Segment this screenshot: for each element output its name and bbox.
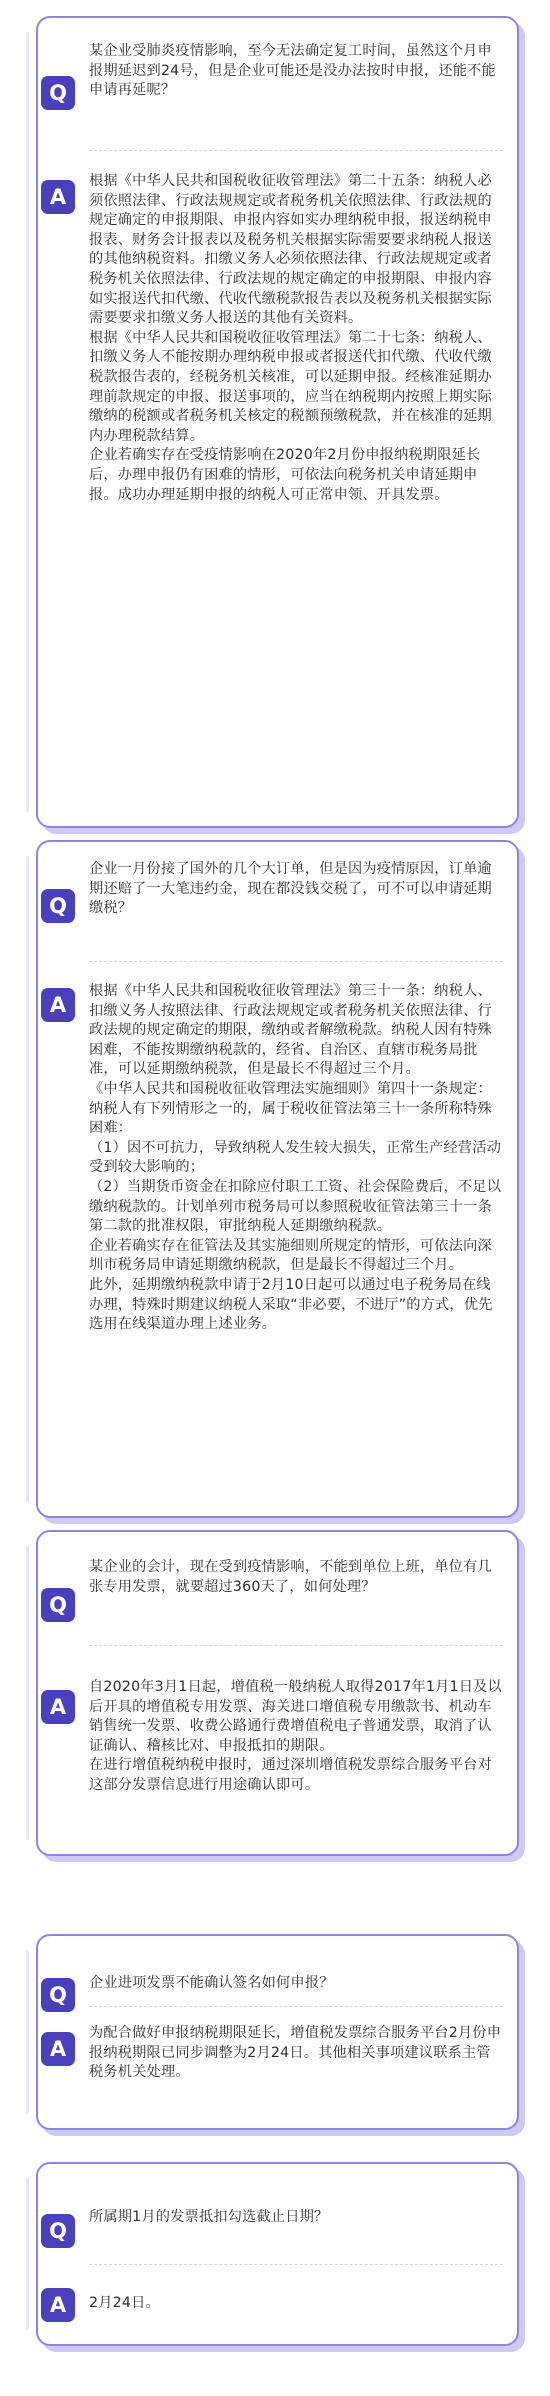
qa-card-2 (36, 840, 519, 1518)
question-text: 企业进项发票不能确认签名如何申报？ (89, 1975, 334, 1991)
answer-text: 根据《中华人民共和国税收征收管理法》第三十一条：纳税人、扣缴义务人按照法律、行政法规规定或者税务机关依照法律、行政法规的规定确定的期限，缴纳或者解缴税款。纳税人因有特殊困难，不能按期缴纳税款的，经省、自治区、直辖市税务局批准，可以延期缴纳税款，但是最长不得超过三个月。 《中华人民共和国税收征收管理法实施细则》第四十一条规定：纳税人有下列情形之一的，属于税收征管法第三十一条所称特殊困难： （1）因不可抗力，导致纳税人发生较大损失，正常生产经营活动受到较大影响的； （2）当期货币资金在扣除应付职工工资、社会保险费后，不足以缴纳税款的。计划单列市税务局可以参照税收征管法第三十一条第二款的批准权限，审批纳税人延期缴纳税款。 企业若确实存在征管法及其实施细则所规定的情形，可依法向深圳市税务局申请延期缴纳税款，但是最长不得超过三个月。 此外，延期缴纳税款申请于2月10日起可以通过电子税务局在线办理，特殊时期建议纳税人采取“非必要，不进厅”的方式，优先选用在线渠道办理上述业务。 (89, 983, 502, 1333)
qa-card-1 (36, 16, 519, 828)
answer-badge: A (41, 1690, 75, 1724)
qa-card-3 (36, 1530, 519, 1856)
question-badge: Q (41, 2214, 75, 2248)
question-badge: Q (41, 76, 75, 110)
question-text: 企业一月份接了国外的几个大订单，但是因为疫情原因，订单逾期还赔了一大笔违约金，现在都没钱交税了，可不可以申请延期缴税？ (89, 861, 492, 917)
answer-badge: A (41, 988, 75, 1022)
qa-card-4 (36, 1934, 519, 2130)
answer-badge: A (41, 2288, 75, 2322)
divider (89, 150, 503, 151)
answer-badge: A (41, 2032, 75, 2066)
divider (89, 961, 503, 962)
divider (89, 2264, 503, 2265)
question-text: 某企业的会计，现在受到疫情影响，不能到单位上班，单位有几张专用发票，就要超过360天了，如何处理？ (89, 1559, 492, 1595)
answer-text: 2月24日。 (89, 2295, 160, 2311)
answer-badge: A (41, 180, 75, 214)
divider (89, 1645, 503, 1646)
answer-text: 自2020年3月1日起，增值税一般纳税人取得2017年1月1日及以后开具的增值税专用发票、海关进口增值税专用缴款书、机动车销售统一发票、收费公路通行费增值税电子普通发票，取消了认证确认、稽核比对、申报抵扣的期限。 在进行增值税纳税申报时，通过深圳增值税发票综合服务平台对这部分发票信息进行用途确认即可。 (89, 1679, 502, 1793)
question-badge: Q (41, 889, 75, 923)
question-badge: Q (41, 1978, 75, 2012)
question-text: 某企业受肺炎疫情影响，至今无法确定复工时间，虽然这个月申报期延迟到24号，但是企业可能还是没办法按时申报，还能不能申请再延呢？ (89, 43, 496, 99)
question-badge: Q (41, 1588, 75, 1622)
divider (89, 2006, 503, 2007)
answer-text: 根据《中华人民共和国税收征收管理法》第二十五条：纳税人必须依照法律、行政法规规定或者税务机关依照法律、行政法规的规定确定的申报期限、申报内容如实办理纳税申报，报送纳税申报表、财务会计报表以及税务机关根据实际需要要求纳税人报送的其他纳税资料。扣缴义务人必须依照法律、行政法规规定或者税务机关依照法律、行政法规的规定确定的申报期限、申报内容如实报送代扣代缴、代收代缴税款报告表以及税务机关根据实际需要要求扣缴义务人报送的其他有关资料。 根据《中华人民共和国税收征收管理法》第二十七条：纳税人、扣缴义务人不能按期办理纳税申报或者报送代扣代缴、代收代缴税款报告表的，经税务机关核准，可以延期申报。经核准延期办理前款规定的申报、报送事项的，应当在纳税期内按照上期实际缴纳的税额或者税务机关核定的税额预缴税款，并在核准的延期内办理税款结算。 企业若确实存在受疫情影响在2020年2月份申报纳税期限延长后，办理申报仍有困难的情形，可依法向税务机关申请延期申报。成功办理延期申报的纳税人可正常申领、开具发票。 (89, 173, 492, 503)
answer-text: 为配合做好申报纳税期限延长，增值税发票综合服务平台2月份申报纳税期限已同步调整为2月24日。其他相关事项建议联系主管税务机关处理。 (89, 2025, 502, 2081)
qa-card-5 (36, 2162, 519, 2346)
question-text: 所属期1月的发票抵扣勾选截止日期？ (89, 2209, 329, 2225)
